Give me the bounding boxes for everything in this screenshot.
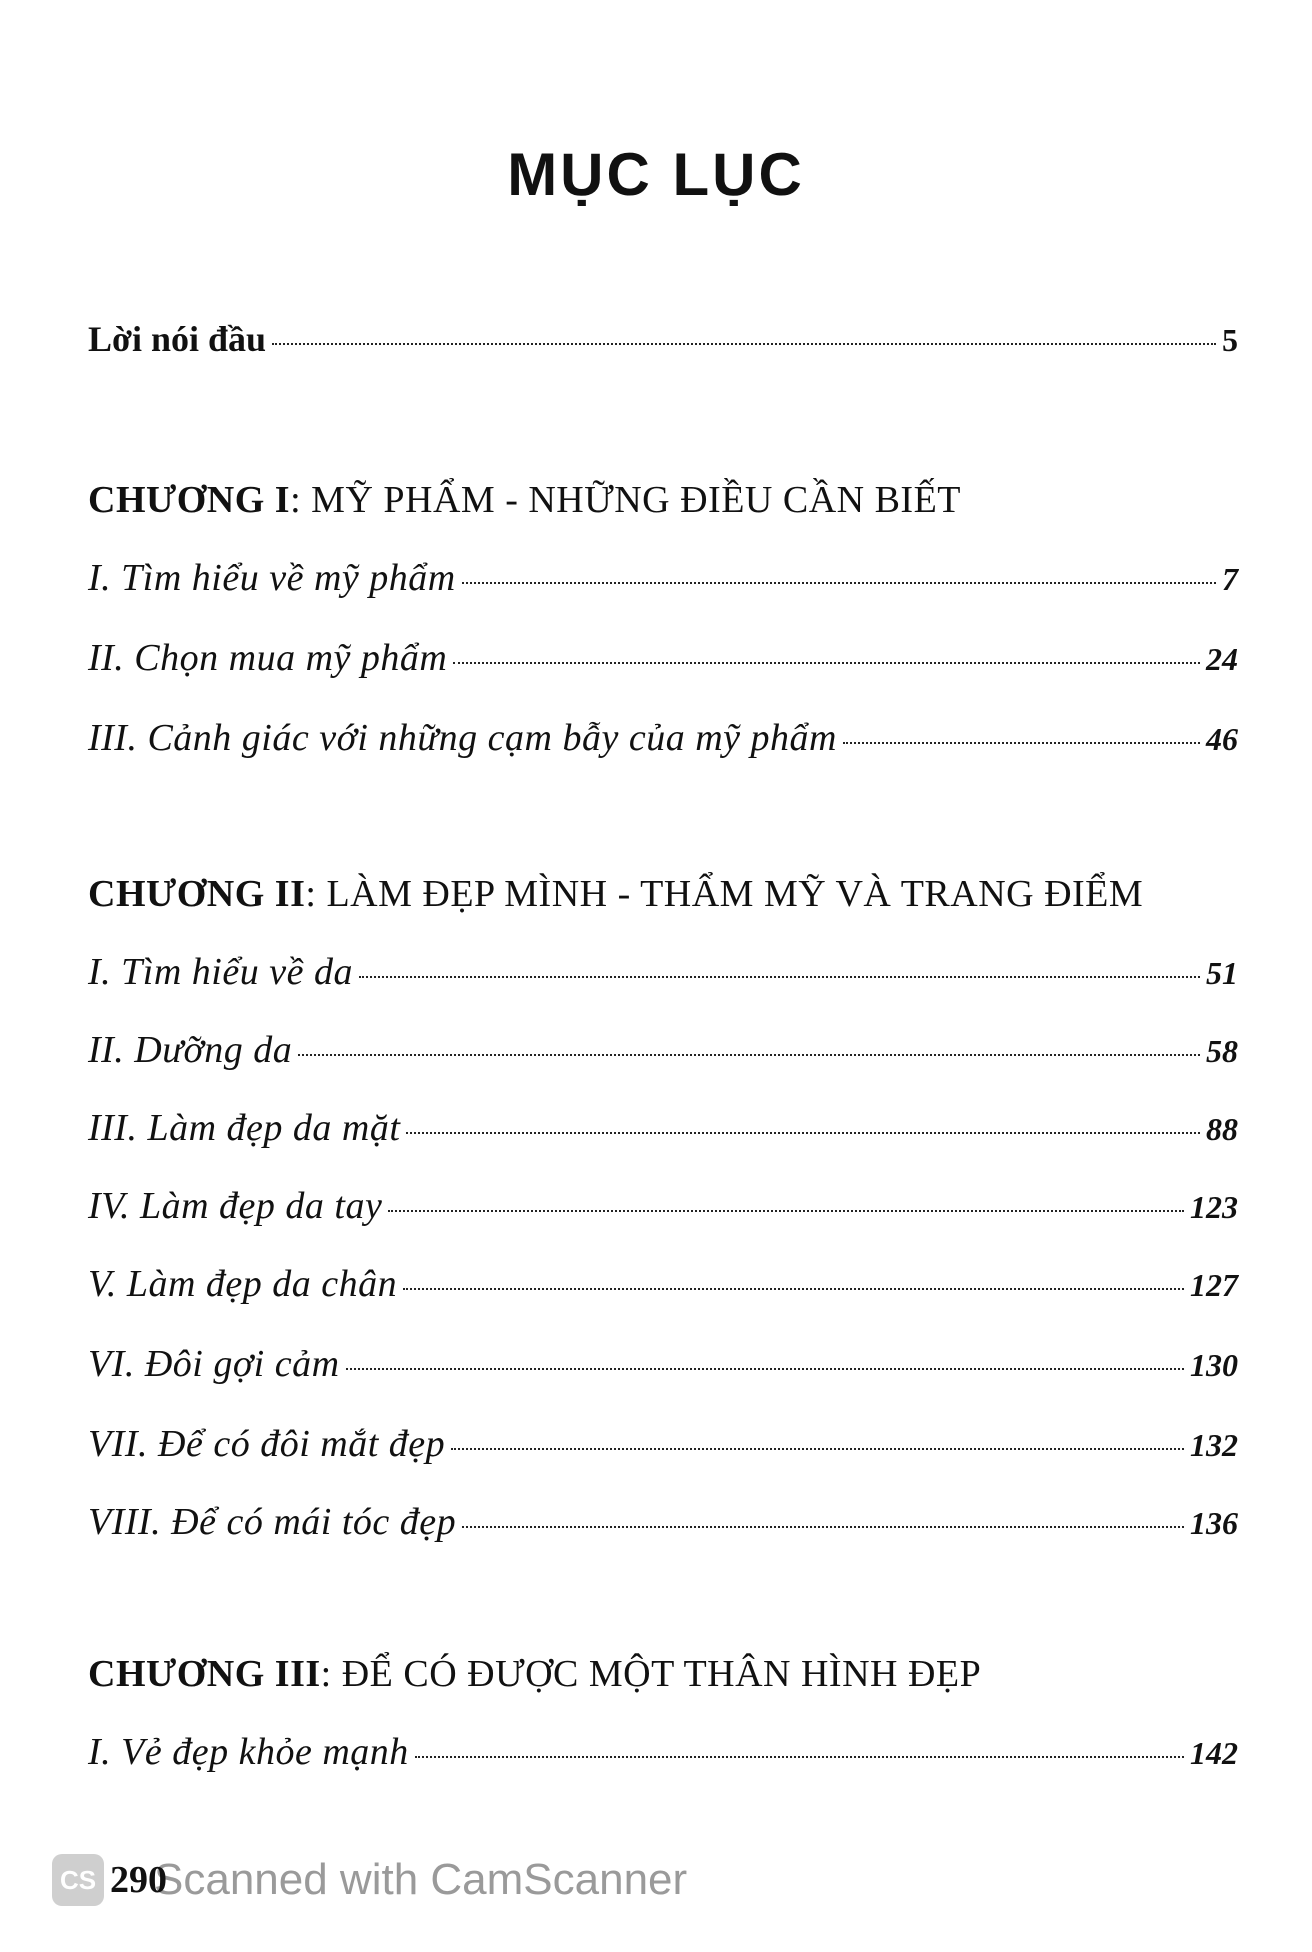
toc-entry-label: I. Tìm hiểu về mỹ phẩm — [88, 557, 456, 599]
toc-entry — [88, 556, 1238, 606]
page-title: MỤC LỤC — [507, 141, 805, 208]
chapter-number: CHƯƠNG I — [88, 479, 291, 521]
dot-leader — [415, 1756, 1184, 1758]
dot-leader — [359, 976, 1200, 978]
toc-entry-label: VIII. Để có mái tóc đẹp — [88, 1501, 457, 1543]
chapter-heading-1 — [88, 478, 961, 522]
toc-entry-page: 127 — [1190, 1267, 1238, 1303]
toc-entry — [88, 1500, 1238, 1550]
dot-leader — [346, 1368, 1184, 1370]
toc-entry-page: 88 — [1206, 1111, 1238, 1147]
page-footer — [52, 1852, 687, 1908]
toc-entry-label: II. Chọn mua mỹ phẩm — [88, 637, 448, 679]
toc-entry-page: 142 — [1190, 1735, 1238, 1771]
toc-entry-preface — [88, 318, 1238, 368]
toc-entry — [88, 1422, 1238, 1472]
toc-entry — [88, 1106, 1238, 1156]
toc-entry — [88, 1262, 1238, 1312]
camscanner-logo-icon: CS — [52, 1854, 104, 1906]
toc-entry-page: 46 — [1206, 721, 1238, 757]
chapter-title: : ĐỂ CÓ ĐƯỢC MỘT THÂN HÌNH ĐẸP — [320, 1653, 982, 1695]
toc-entry-page: 5 — [1222, 322, 1238, 358]
toc-entry — [88, 950, 1238, 1000]
chapter-number: CHƯƠNG II — [88, 873, 306, 915]
dot-leader — [298, 1054, 1200, 1056]
toc-entry-page: 58 — [1206, 1033, 1238, 1069]
toc-entry-label: III. Làm đẹp da mặt — [88, 1107, 401, 1149]
dot-leader — [403, 1288, 1184, 1290]
chapter-number: CHƯƠNG III — [88, 1653, 321, 1695]
toc-entry-page: 51 — [1206, 955, 1238, 991]
dot-leader — [388, 1210, 1184, 1212]
toc-entry-label: VII. Để có đôi mắt đẹp — [88, 1423, 446, 1465]
dot-leader — [453, 662, 1200, 664]
toc-entry-label: V. Làm đẹp da chân — [88, 1263, 398, 1305]
dot-leader — [272, 343, 1216, 345]
toc-entry — [88, 1184, 1238, 1234]
toc-entry — [88, 1730, 1238, 1780]
toc-entry — [88, 1342, 1238, 1392]
toc-entry-page: 24 — [1206, 641, 1238, 677]
dot-leader — [843, 742, 1200, 744]
toc-entry-page: 136 — [1190, 1505, 1238, 1541]
toc-entry-page: 7 — [1222, 561, 1238, 597]
toc-entry-label: III. Cảnh giác với những cạm bẫy của mỹ phẩm — [88, 717, 837, 759]
chapter-title: : MỸ PHẨM - NHỮNG ĐIỀU CẦN BIẾT — [290, 479, 962, 521]
chapter-heading-2 — [88, 872, 1143, 916]
chapter-heading-3 — [88, 1652, 981, 1696]
toc-entry — [88, 636, 1238, 686]
toc-entry-page: 123 — [1190, 1189, 1238, 1225]
toc-entry-label: IV. Làm đẹp da tay — [88, 1185, 383, 1227]
toc-entry-label: I. Tìm hiểu về da — [88, 951, 353, 993]
toc-entry-page: 132 — [1190, 1427, 1238, 1463]
dot-leader — [462, 1526, 1184, 1528]
dot-leader — [451, 1448, 1184, 1450]
toc-entry — [88, 1028, 1238, 1078]
toc-entry-label: II. Dưỡng da — [88, 1029, 293, 1071]
toc-entry-label: I. Vẻ đẹp khỏe mạnh — [88, 1731, 409, 1773]
chapter-title: : LÀM ĐẸP MÌNH - THẨM MỸ VÀ TRANG ĐIỂM — [305, 873, 1144, 915]
toc-entry-page: 130 — [1190, 1347, 1238, 1383]
toc-entry — [88, 716, 1238, 766]
dot-leader — [406, 1132, 1200, 1134]
toc-entry-label: Lời nói đầu — [88, 319, 267, 359]
toc-entry-label: VI. Đôi gợi cảm — [88, 1343, 340, 1385]
scanner-watermark: Scanned with CamScanner — [154, 1855, 688, 1904]
page-number: 290 — [110, 1859, 167, 1901]
dot-leader — [462, 582, 1216, 584]
